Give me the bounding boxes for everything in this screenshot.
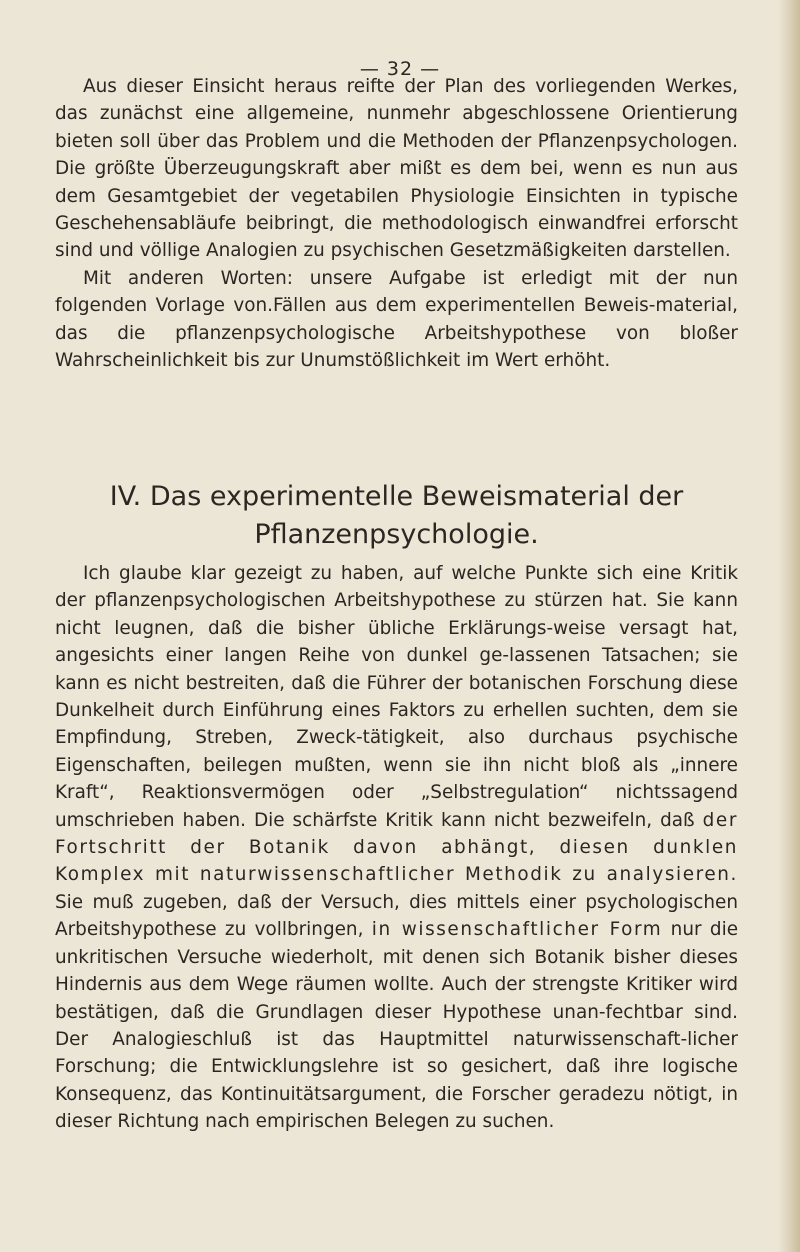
section-heading: [55, 478, 738, 554]
emphasis-fortschritt: der Fortschritt der Botanik davon abhängt, diesen dunklen Komplex mit naturwissenschaftlicher Methodik zu analysieren.: [55, 809, 738, 886]
emphasis-wissenschaftlich: in wissenschaftlicher Form: [371, 919, 663, 941]
section-heading-line-2: Pflanzenpsychologie.: [254, 519, 539, 550]
paragraph-3-part-2: Sie muß zugeben, daß der Versuch, dies mittels einer psychologischen Arbeitshypothese zu vollbringen,: [55, 891, 738, 941]
paragraph-1: Aus dieser Einsicht heraus reifte der Plan des vorliegenden Werkes, das zunächst eine allgemeine, nunmehr abgeschlossene Orientierung bieten soll über das Problem und die Methoden der Pflanzenpsychologen. Die größte Überzeugungskraft aber mißt es dem bei, wenn es nun aus dem Gesamtgebiet der vegetabilen Physiologie Einsichten in typische Geschehensabläufe beibringt, die methodologisch einwandfrei erforscht sind und völlige Analogien zu psychischen Gesetzmäßigkeiten darstellen.: [55, 76, 738, 262]
intro-text: [55, 73, 738, 374]
page-edge: [778, 0, 800, 1252]
section-heading-line-1: IV. Das experimentelle Beweismaterial der: [109, 481, 684, 512]
paragraph-3: [55, 560, 738, 1136]
section-body: [55, 560, 738, 1136]
paragraph-3-part-1: Ich glaube klar gezeigt zu haben, auf welche Punkte sich eine Kritik der pflanzenpsychologischen Arbeitshypothese zu stürzen hat. Sie kann nicht leugnen, daß die bisher übliche Erklärungs-weise versagt hat, angesichts einer langen Reihe von dunkel ge-lassenen Tatsachen; sie kann es nicht bestreiten, daß die Führer der botanischen Forschung diese Dunkelheit durch Einführung eines Faktors zu erhellen suchten, dem sie Empfindung, Streben, Zweck-tätigkeit, also durchaus psychische Eigenschaften, beilegen mußten, wenn sie ihn nicht bloß als „innere Kraft“, Reaktionsvermögen oder „Selbstregulation“ nichtssagend umschrieben haben. Die schärfste Kritik kann nicht bezweifeln, daß: [55, 563, 738, 831]
paragraph-2: Mit anderen Worten: unsere Aufgabe ist erledigt mit der nun folgenden Vorlage von.Fällen aus dem experimentellen Beweis-material, das die pflanzenpsychologische Arbeitshypothese von bloßer Wahrscheinlichkeit bis zur Unumstößlichkeit im Wert erhöht.: [55, 267, 738, 372]
page-number: — 32 —: [359, 58, 441, 80]
paragraph-3-part-3: nur die unkritischen Versuche wiederholt, mit denen sich Botanik bisher dieses Hindernis aus dem Wege räumen wollte. Auch der strengste Kritiker wird bestätigen, daß die Grundlagen dieser Hypothese unan-fechtbar sind. Der Analogieschluß ist das Hauptmittel naturwissenschaft-licher Forschung; die Entwicklungslehre ist so gesichert, daß ihre logische Konsequenz, das Kontinuitätsargument, die Forscher geradezu nötigt, in dieser Richtung nach empirischen Belegen zu suchen.: [55, 919, 739, 1133]
